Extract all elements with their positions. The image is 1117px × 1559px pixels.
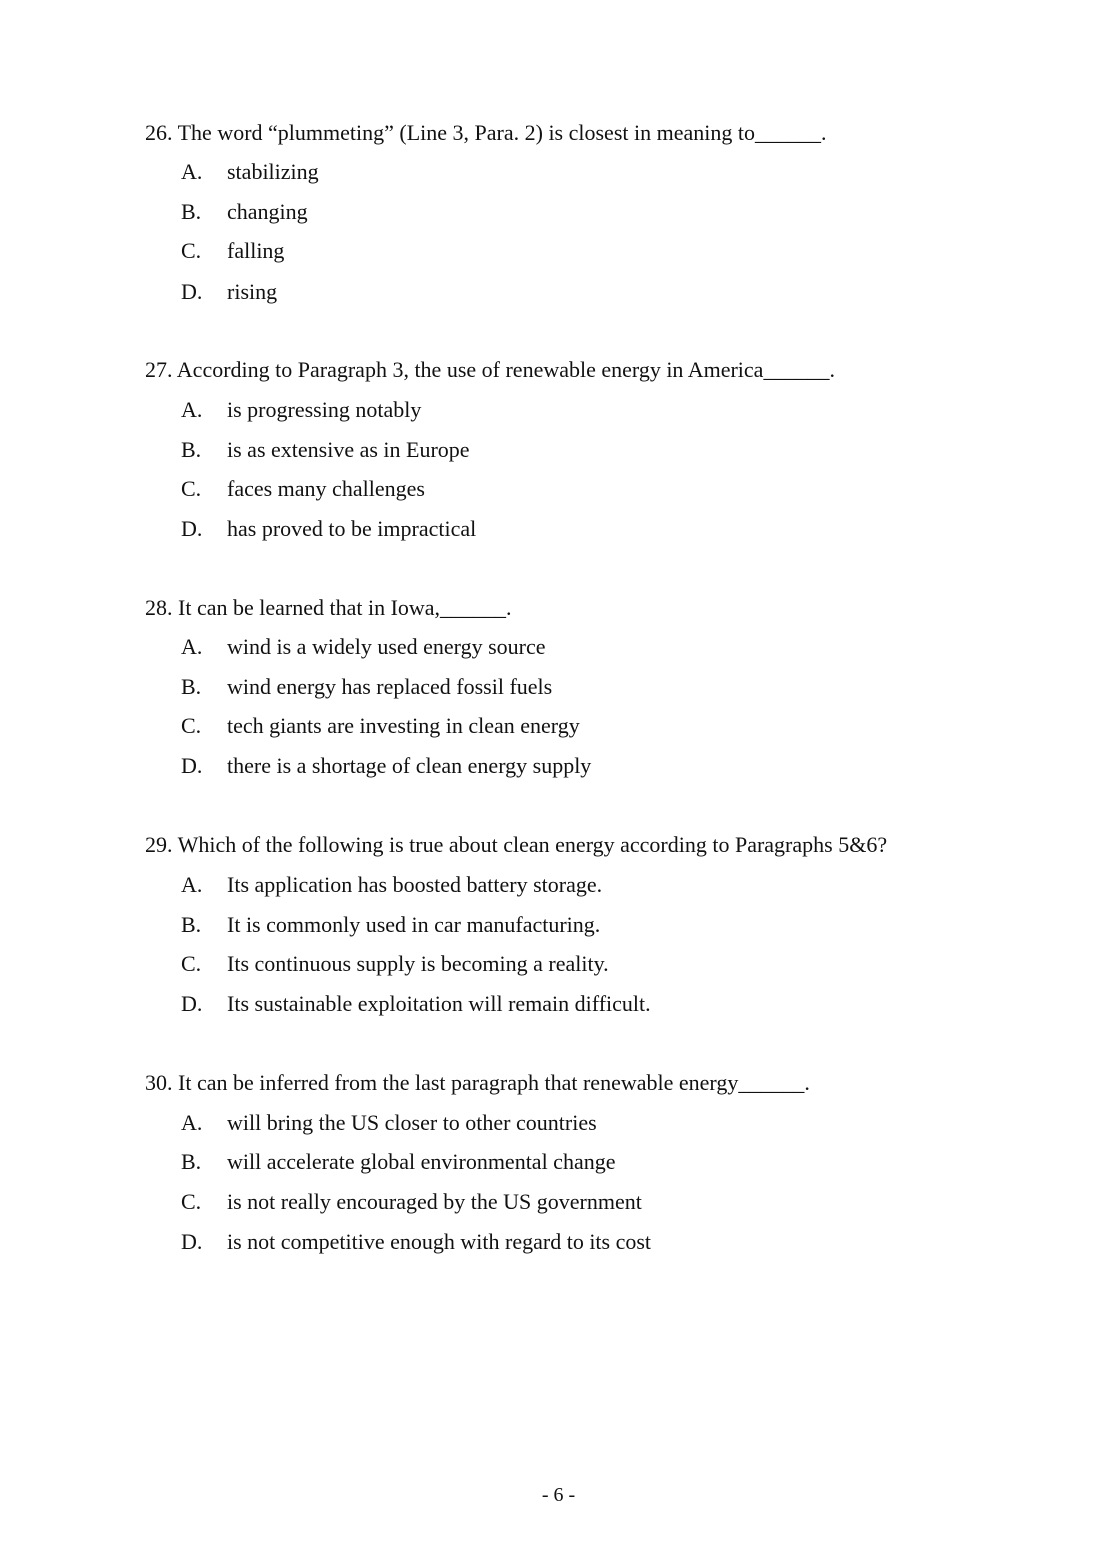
question-29	[145, 832, 887, 858]
option-letter: A.	[181, 1110, 203, 1135]
option-text: wind energy has replaced fossil fuels	[227, 674, 553, 699]
option-letter: B.	[181, 1149, 202, 1174]
option-text: is as extensive as in Europe	[227, 437, 470, 462]
option-letter: D.	[181, 991, 203, 1016]
page-number: - 6 -	[541, 1484, 576, 1506]
option-text: is progressing notably	[227, 397, 422, 422]
option-text: falling	[227, 238, 285, 263]
option-text: faces many challenges	[227, 476, 425, 501]
option-letter: B.	[181, 912, 202, 937]
option-letter: D.	[181, 753, 203, 778]
option-text: Its application has boosted battery storage.	[227, 872, 603, 897]
option-text: wind is a widely used energy source	[227, 634, 546, 659]
question-number: 28.	[145, 595, 173, 620]
option-text: will accelerate global environmental change	[227, 1149, 616, 1174]
option-text: is not really encouraged by the US government	[227, 1189, 642, 1214]
option-letter: A.	[181, 872, 203, 897]
option-letter: C.	[181, 951, 202, 976]
option-letter: C.	[181, 476, 202, 501]
question-number: 30.	[145, 1070, 173, 1095]
question-30	[145, 1070, 810, 1096]
question-text: The word “plummeting” (Line 3, Para. 2) is closest in meaning to______.	[177, 120, 827, 145]
question-26	[145, 120, 826, 146]
option-letter: C.	[181, 1189, 202, 1214]
question-27	[145, 357, 835, 383]
option-text: changing	[227, 199, 308, 224]
option-letter: B.	[181, 674, 202, 699]
question-text: Which of the following is true about clean energy according to Paragraphs 5&6?	[177, 832, 888, 857]
option-letter: A.	[181, 397, 203, 422]
option-text: tech giants are investing in clean energy	[227, 713, 580, 738]
option-letter: B.	[181, 199, 202, 224]
question-text: It can be inferred from the last paragraph that renewable energy______.	[178, 1070, 810, 1095]
option-letter: C.	[181, 238, 202, 263]
option-letter: D.	[181, 1229, 203, 1254]
option-text: there is a shortage of clean energy supply	[227, 753, 592, 778]
option-letter: C.	[181, 713, 202, 738]
option-letter: A.	[181, 634, 203, 659]
question-28	[145, 595, 512, 621]
question-number: 29.	[145, 832, 173, 857]
option-text: is not competitive enough with regard to its cost	[227, 1229, 652, 1254]
option-text: Its sustainable exploitation will remain difficult.	[227, 991, 651, 1016]
option-letter: B.	[181, 437, 202, 462]
question-text: It can be learned that in Iowa,______.	[178, 595, 512, 620]
option-text: rising	[227, 279, 278, 304]
question-number: 27.	[145, 357, 173, 382]
option-letter: D.	[181, 279, 203, 304]
option-text: Its continuous supply is becoming a reality.	[227, 951, 609, 976]
option-letter: A.	[181, 159, 203, 184]
question-text: According to Paragraph 3, the use of renewable energy in America______.	[176, 357, 835, 382]
option-text: It is commonly used in car manufacturing.	[227, 912, 601, 937]
question-number: 26.	[145, 120, 173, 145]
option-text: stabilizing	[227, 159, 319, 184]
option-letter: D.	[181, 516, 203, 541]
option-text: will bring the US closer to other countries	[227, 1110, 597, 1135]
option-text: has proved to be impractical	[227, 516, 477, 541]
